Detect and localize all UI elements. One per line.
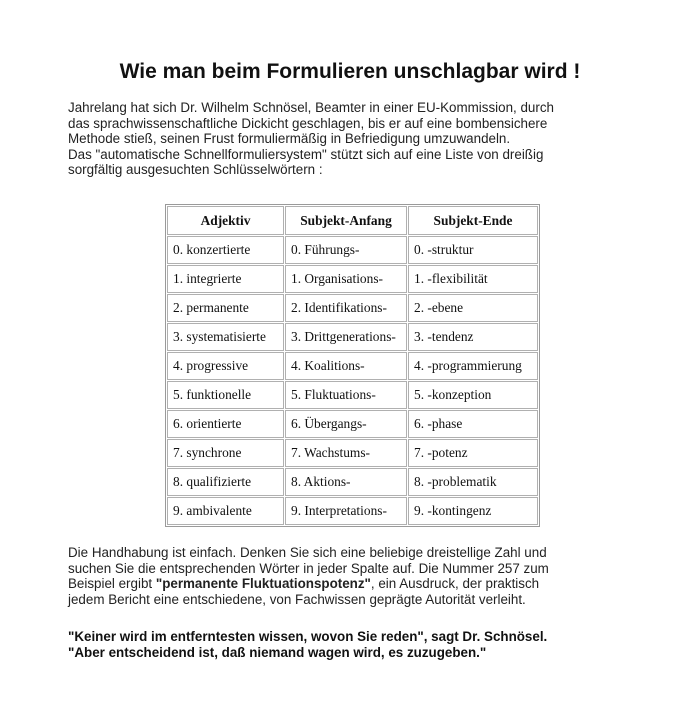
intro-line: das sprachwissenschaftliche Dickicht geschlagen, bis er auf eine bombensichere	[68, 115, 548, 131]
example-outro-text: , ein Ausdruck, der praktisch	[370, 576, 540, 591]
table-cell: 6. orientierte	[167, 410, 284, 438]
table-cell: 6. -phase	[408, 410, 538, 438]
column-header-subjekt-ende: Subjekt-Ende	[408, 206, 538, 235]
table-cell: 3. Drittgenerations-	[285, 323, 407, 351]
table-cell: 0. konzertierte	[167, 236, 284, 264]
table-row	[167, 352, 538, 380]
page-title: Wie man beim Formulieren unschlagbar wird !	[119, 60, 581, 83]
table-cell: 8. qualifizierte	[167, 468, 284, 496]
keyword-table	[165, 204, 540, 527]
table-row	[167, 439, 538, 467]
table-cell: 7. Wachstums-	[285, 439, 407, 467]
table-cell: 2. Identifikations-	[285, 294, 407, 322]
table-cell: 7. -potenz	[408, 439, 538, 467]
table-cell: 5. -konzeption	[408, 381, 538, 409]
column-header-subjekt-anfang: Subjekt-Anfang	[285, 206, 407, 235]
table-row	[167, 381, 538, 409]
explanation-line: suchen Sie die entsprechenden Wörter in jeder Spalte auf. Die Nummer 257 zum	[68, 560, 549, 576]
explanation-paragraph	[68, 545, 648, 607]
table-header-row	[167, 206, 538, 235]
table-row	[167, 265, 538, 293]
table-row	[167, 294, 538, 322]
table-cell: 1. -flexibilität	[408, 265, 538, 293]
table-cell: 7. synchrone	[167, 439, 284, 467]
example-phrase: "permanente Fluktuationspotenz"	[155, 576, 371, 591]
table-row	[167, 410, 538, 438]
table-cell: 2. permanente	[167, 294, 284, 322]
table-cell: 4. Koalitions-	[285, 352, 407, 380]
table-cell: 3. -tendenz	[408, 323, 538, 351]
explanation-line: Die Handhabung ist einfach. Denken Sie sich eine beliebige dreistellige Zahl und	[68, 545, 547, 560]
closing-quote	[68, 629, 668, 661]
intro-paragraph	[68, 100, 648, 178]
explanation-line: jedem Bericht eine entschiedene, von Fachwissen geprägte Autorität verleiht.	[68, 591, 526, 607]
table-cell: 5. Fluktuations-	[285, 381, 407, 409]
table-cell: 9. ambivalente	[167, 497, 284, 525]
column-header-adjektiv: Adjektiv	[167, 206, 284, 235]
quote-line: "Aber entscheidend ist, daß niemand wagen wird, es zuzugeben."	[68, 645, 487, 660]
intro-line: Methode stieß, seinen Frust formuliermäßig in Befriedigung umzuwandeln.	[68, 131, 511, 146]
table-cell: 4. progressive	[167, 352, 284, 380]
table-cell: 1. integrierte	[167, 265, 284, 293]
table-cell: 6. Übergangs-	[285, 410, 407, 438]
table-cell: 9. -kontingenz	[408, 497, 538, 525]
table-row	[167, 236, 538, 264]
explanation-line	[68, 576, 648, 592]
intro-line: Jahrelang hat sich Dr. Wilhelm Schnösel, Beamter in einer EU-Kommission, durch	[68, 100, 554, 115]
table-cell: 3. systematisierte	[167, 323, 284, 351]
table-cell: 1. Organisations-	[285, 265, 407, 293]
table-cell: 0. -struktur	[408, 236, 538, 264]
example-intro-text: Beispiel ergibt	[68, 576, 156, 591]
table-cell: 0. Führungs-	[285, 236, 407, 264]
table-row	[167, 468, 538, 496]
table-cell: 5. funktionelle	[167, 381, 284, 409]
table-cell: 4. -programmierung	[408, 352, 538, 380]
table-cell: 8. Aktions-	[285, 468, 407, 496]
table-row	[167, 497, 538, 525]
quote-line: "Keiner wird im entferntesten wissen, wovon Sie reden", sagt Dr. Schnösel.	[68, 629, 548, 644]
table-row	[167, 323, 538, 351]
table-cell: 9. Interpretations-	[285, 497, 407, 525]
intro-line: sorgfältig ausgesuchten Schlüsselwörtern :	[68, 162, 323, 177]
intro-line: Das "automatische Schnellformuliersystem" stützt sich auf eine Liste von dreißig	[68, 146, 544, 162]
table-cell: 2. -ebene	[408, 294, 538, 322]
table-cell: 8. -problematik	[408, 468, 538, 496]
